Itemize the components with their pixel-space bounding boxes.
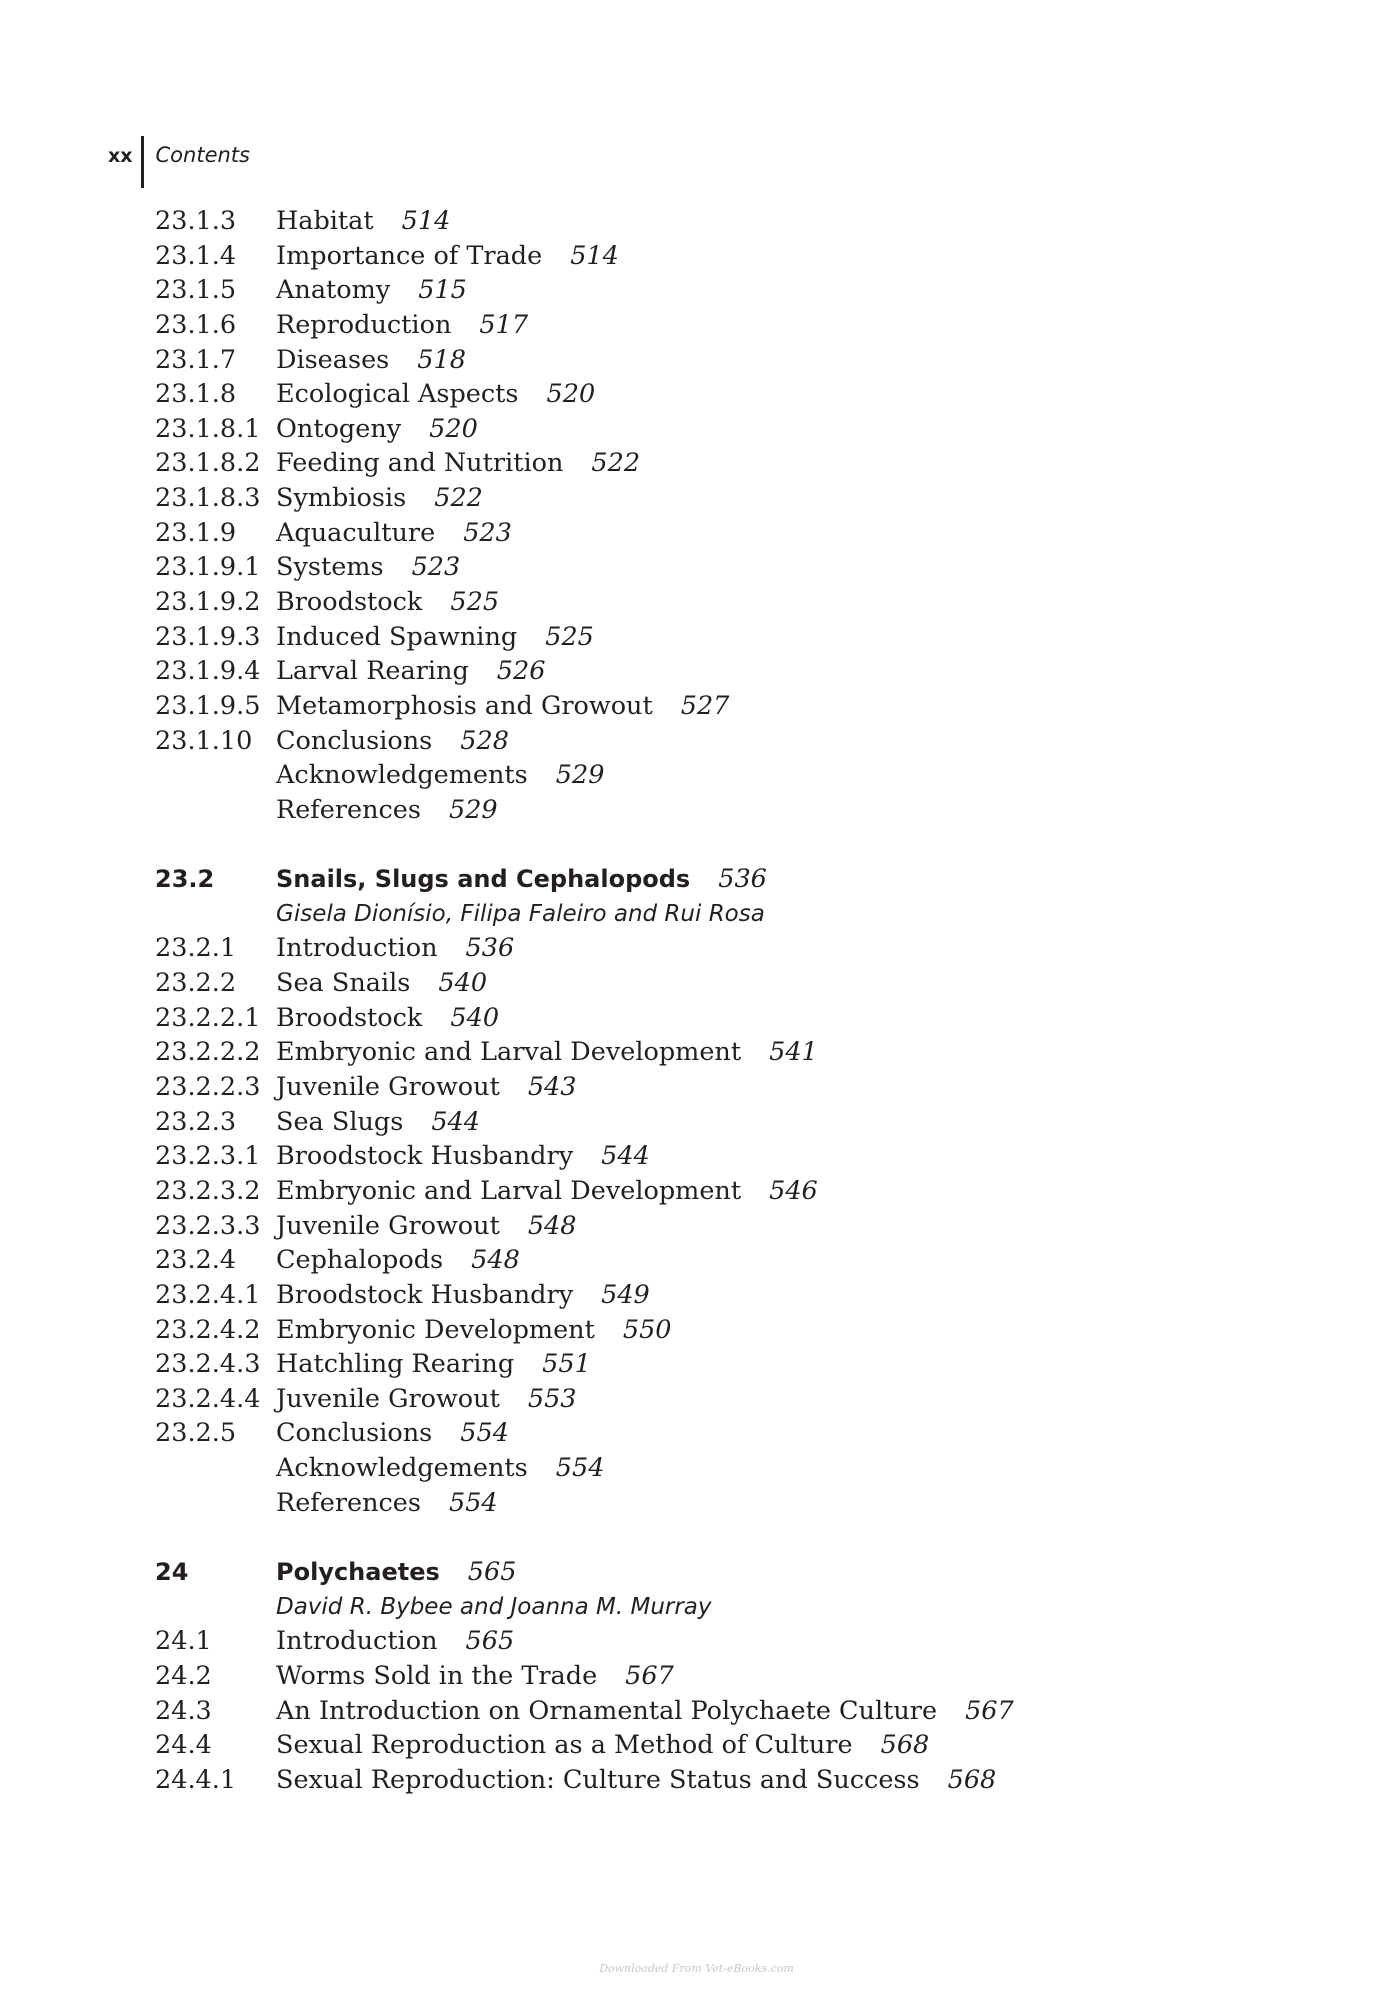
toc-entry[interactable] — [155, 966, 1305, 1001]
toc-section-number: 23.2.3 — [155, 1106, 237, 1137]
toc-section-title: Embryonic Development — [276, 1314, 595, 1345]
toc-section-title: References — [276, 1487, 421, 1518]
toc-entry[interactable] — [155, 550, 1305, 585]
running-header-title: Contents — [155, 143, 250, 167]
toc-section-title: Embryonic and Larval Development — [276, 1175, 742, 1206]
toc-section-number: 23.2.4 — [155, 1245, 237, 1276]
toc-page-number: 554 — [555, 1453, 605, 1484]
toc-page-number: 554 — [460, 1418, 509, 1449]
toc-section-number: 23.2.3.3 — [155, 1210, 261, 1241]
toc-section-number: 23.2.2.1 — [155, 1002, 261, 1033]
toc-section-title: Hatchling Rearing — [276, 1349, 515, 1380]
toc-entry[interactable] — [155, 1416, 1305, 1451]
toc-page-number: 514 — [570, 240, 619, 271]
toc-page-number: 523 — [411, 552, 461, 583]
toc-section-title: Ecological Aspects — [276, 379, 519, 410]
toc-section-number: 23.2.4.1 — [155, 1279, 261, 1310]
toc-section-title: Reproduction — [276, 309, 452, 340]
toc-section-number — [155, 1590, 276, 1625]
toc-section-title: Importance of Trade — [276, 240, 543, 271]
toc-page-number: 525 — [545, 621, 594, 652]
toc-entry[interactable] — [155, 481, 1305, 516]
toc-section-number: 23.1.9.1 — [155, 552, 261, 583]
toc-section-title: Sea Snails — [276, 968, 411, 999]
toc-section-title: Worms Sold in the Trade — [276, 1660, 598, 1691]
toc-entry[interactable] — [155, 308, 1305, 343]
toc-entry[interactable] — [155, 239, 1305, 274]
toc-section-title: Habitat — [276, 206, 374, 236]
toc-section-number — [155, 897, 276, 932]
toc-section-title: Metamorphosis and Growout — [276, 690, 653, 721]
toc-section-number: 23.1.10 — [155, 725, 253, 756]
toc-section-number: 24 — [155, 1557, 189, 1586]
toc-section-number: 23.2.2.3 — [155, 1072, 261, 1103]
toc-page-number: 550 — [622, 1314, 672, 1345]
toc-page-number: 515 — [418, 275, 467, 306]
toc-page-number: 522 — [434, 483, 483, 514]
toc-section-number: 24.4 — [155, 1730, 212, 1761]
toc-section-title: Symbiosis — [276, 483, 407, 514]
toc-entry[interactable] — [155, 377, 1305, 412]
toc-page-number: 543 — [527, 1072, 577, 1103]
toc-entry[interactable] — [155, 1659, 1305, 1694]
toc-section-title: Introduction — [276, 1626, 438, 1657]
toc-section-number: 23.1.8.1 — [155, 413, 261, 444]
toc-page-number: 546 — [769, 1175, 818, 1206]
toc-section-number: 23.1.9.3 — [155, 621, 261, 652]
toc-entry[interactable] — [155, 204, 1305, 239]
toc-page-number: 525 — [450, 587, 500, 618]
toc-page-number: 536 — [465, 933, 515, 964]
toc-section-number: 23.2.1 — [155, 933, 237, 964]
toc-page-number: 527 — [680, 690, 730, 721]
page-number: xx — [108, 145, 133, 167]
toc-section-title: Acknowledgements — [276, 760, 528, 791]
toc-section-title: Cephalopods — [276, 1245, 444, 1276]
toc-entry[interactable] — [155, 654, 1305, 689]
toc-page-number: 540 — [438, 968, 488, 999]
toc-entry[interactable] — [155, 1278, 1305, 1313]
toc-entry[interactable] — [155, 689, 1305, 724]
toc-section-title: Diseases — [276, 344, 390, 375]
toc-section-title: Broodstock — [276, 1002, 423, 1033]
toc-section-number: 23.1.9 — [155, 517, 237, 548]
toc-page-number: 518 — [417, 344, 466, 375]
toc-section-number: 23.2.3.1 — [155, 1141, 261, 1172]
toc-section-number: 24.1 — [155, 1626, 212, 1657]
toc-section-number: 23.1.8 — [155, 379, 237, 410]
toc-section-title: Juvenile Growout — [276, 1210, 500, 1241]
toc-section-number: 23.2.4.4 — [155, 1383, 261, 1414]
toc-entry[interactable] — [155, 446, 1305, 481]
toc-section-number: 23.2.3.2 — [155, 1175, 261, 1206]
toc-page-number: 567 — [965, 1695, 1014, 1726]
toc-section-title: Feeding and Nutrition — [276, 448, 564, 479]
toc-section-title: Juvenile Growout — [276, 1072, 500, 1103]
toc-page-number: 568 — [880, 1730, 930, 1761]
toc-section-title: Polychaetes — [276, 1557, 440, 1586]
toc-section-number: 23.1.6 — [155, 309, 237, 340]
toc-chapter-heading[interactable] — [155, 862, 1305, 897]
toc-entry[interactable] — [155, 620, 1305, 655]
toc-page-number: 541 — [769, 1037, 818, 1068]
toc-section-number: 23.1.9.2 — [155, 587, 261, 618]
toc-page-number: 522 — [591, 448, 641, 479]
toc-page-number: 517 — [479, 309, 529, 340]
toc-section-number: 23.1.3 — [155, 206, 237, 236]
toc-section-number: 23.1.5 — [155, 275, 237, 306]
toc-page-number: 520 — [429, 413, 478, 444]
toc-page-number: 565 — [467, 1556, 517, 1587]
toc-section-title: Systems — [276, 552, 384, 583]
running-header — [108, 136, 250, 188]
toc-entry[interactable] — [155, 412, 1305, 447]
toc-page-number: 568 — [947, 1764, 997, 1795]
toc-section-title: Sea Slugs — [276, 1106, 404, 1137]
toc-section-title: Conclusions — [276, 1418, 433, 1449]
toc-entry[interactable] — [155, 585, 1305, 620]
toc-entry[interactable] — [155, 793, 1305, 828]
toc-page-number: 514 — [401, 206, 451, 236]
toc-entry[interactable] — [155, 758, 1305, 793]
toc-section-number: 24.4.1 — [155, 1764, 237, 1795]
toc-entry[interactable] — [155, 931, 1305, 966]
toc-section-number: 23.2.4.2 — [155, 1314, 261, 1345]
toc-authors — [155, 1590, 1305, 1625]
toc-section-number — [155, 758, 276, 793]
toc-section-title: Ontogeny — [276, 413, 402, 444]
toc-section-number — [155, 1486, 276, 1521]
toc-page-number: 565 — [465, 1626, 515, 1657]
toc-section-number: 23.1.4 — [155, 240, 237, 271]
toc-section-number — [155, 1451, 276, 1486]
toc-section-title: Embryonic and Larval Development — [276, 1037, 742, 1068]
toc-page-number: 520 — [546, 379, 596, 410]
toc-entry[interactable] — [155, 1451, 1305, 1486]
toc-entry[interactable] — [155, 1763, 1305, 1798]
toc-page-number: 544 — [601, 1141, 650, 1172]
toc-section-title: Introduction — [276, 933, 438, 964]
toc-section-title: Anatomy — [276, 275, 391, 306]
toc-page-number: 548 — [527, 1210, 577, 1241]
toc-entry[interactable] — [155, 1209, 1305, 1244]
toc-section-title: Sexual Reproduction: Culture Status and Success — [276, 1764, 920, 1795]
toc-section-title: Larval Rearing — [276, 656, 469, 687]
toc-section-number: 23.1.7 — [155, 344, 237, 375]
toc-entry[interactable] — [155, 273, 1305, 308]
toc-entry[interactable] — [155, 1347, 1305, 1382]
toc-entry[interactable] — [155, 1243, 1305, 1278]
toc-entry[interactable] — [155, 1001, 1305, 1036]
toc-entry[interactable] — [155, 343, 1305, 378]
toc-page-number: 523 — [463, 517, 512, 548]
toc-section-title: Acknowledgements — [276, 1453, 528, 1484]
toc-section-number: 23.2.4.3 — [155, 1349, 261, 1380]
toc-section-number: 23.2 — [155, 865, 215, 894]
toc-section-number: 23.1.8.2 — [155, 448, 261, 479]
toc-page-number: 548 — [471, 1245, 520, 1276]
toc-entry[interactable] — [155, 1486, 1305, 1521]
toc-page-number: 567 — [625, 1660, 674, 1691]
toc-section-title: Broodstock Husbandry — [276, 1279, 574, 1310]
toc-entry[interactable] — [155, 1694, 1305, 1729]
toc-section-number — [155, 793, 276, 828]
toc-authors — [155, 897, 1305, 932]
toc-page-number: 536 — [718, 864, 767, 895]
toc-page-number: 529 — [448, 794, 498, 825]
toc-author-names: Gisela Dionísio, Filipa Faleiro and Rui Rosa — [276, 900, 765, 927]
toc-entry[interactable] — [155, 1139, 1305, 1174]
toc-section-title: References — [276, 794, 421, 825]
toc-entry[interactable] — [155, 1070, 1305, 1105]
toc-section-title: Aquaculture — [276, 517, 436, 548]
toc-section-title: Conclusions — [276, 725, 433, 756]
toc-page-number: 544 — [431, 1106, 480, 1137]
watermark-note: Downloaded From Vet-eBooks.com — [599, 1962, 794, 1975]
toc-section-number: 23.1.8.3 — [155, 483, 261, 514]
toc-section-number: 23.1.9.4 — [155, 656, 261, 687]
table-of-contents — [155, 204, 1305, 1797]
toc-page-number: 529 — [555, 760, 605, 791]
toc-page-number: 526 — [496, 656, 546, 687]
toc-entry[interactable] — [155, 1382, 1305, 1417]
toc-section-number: 23.2.5 — [155, 1418, 237, 1449]
toc-section-number: 23.1.9.5 — [155, 690, 261, 721]
toc-page-number: 549 — [601, 1279, 650, 1310]
toc-chapter-heading[interactable] — [155, 1555, 1305, 1590]
toc-entry[interactable] — [155, 1728, 1305, 1763]
toc-section-title: Induced Spawning — [276, 621, 518, 652]
toc-section-title: Snails, Slugs and Cephalopods — [276, 865, 691, 894]
toc-entry[interactable] — [155, 516, 1305, 551]
toc-entry[interactable] — [155, 1105, 1305, 1140]
toc-entry[interactable] — [155, 1313, 1305, 1348]
toc-section-number: 24.3 — [155, 1695, 212, 1726]
toc-page-number: 553 — [527, 1383, 577, 1414]
toc-section-title: Broodstock Husbandry — [276, 1141, 574, 1172]
toc-entry[interactable] — [155, 1035, 1305, 1070]
toc-entry[interactable] — [155, 1174, 1305, 1209]
toc-section-number: 23.2.2 — [155, 968, 237, 999]
toc-section-number: 24.2 — [155, 1660, 212, 1691]
toc-section-number: 23.2.2.2 — [155, 1037, 261, 1068]
toc-page-number: 528 — [460, 725, 509, 756]
toc-entry[interactable] — [155, 1624, 1305, 1659]
toc-section-title: Sexual Reproduction as a Method of Culture — [276, 1730, 853, 1761]
toc-entry[interactable] — [155, 724, 1305, 759]
toc-section-title: Juvenile Growout — [276, 1383, 500, 1414]
toc-page-number: 540 — [450, 1002, 500, 1033]
toc-section-title: Broodstock — [276, 587, 423, 618]
toc-author-names: David R. Bybee and Joanna M. Murray — [276, 1593, 712, 1620]
toc-section-title: An Introduction on Ornamental Polychaete Culture — [276, 1695, 938, 1726]
toc-page-number: 551 — [542, 1349, 591, 1380]
toc-page-number: 554 — [448, 1487, 498, 1518]
